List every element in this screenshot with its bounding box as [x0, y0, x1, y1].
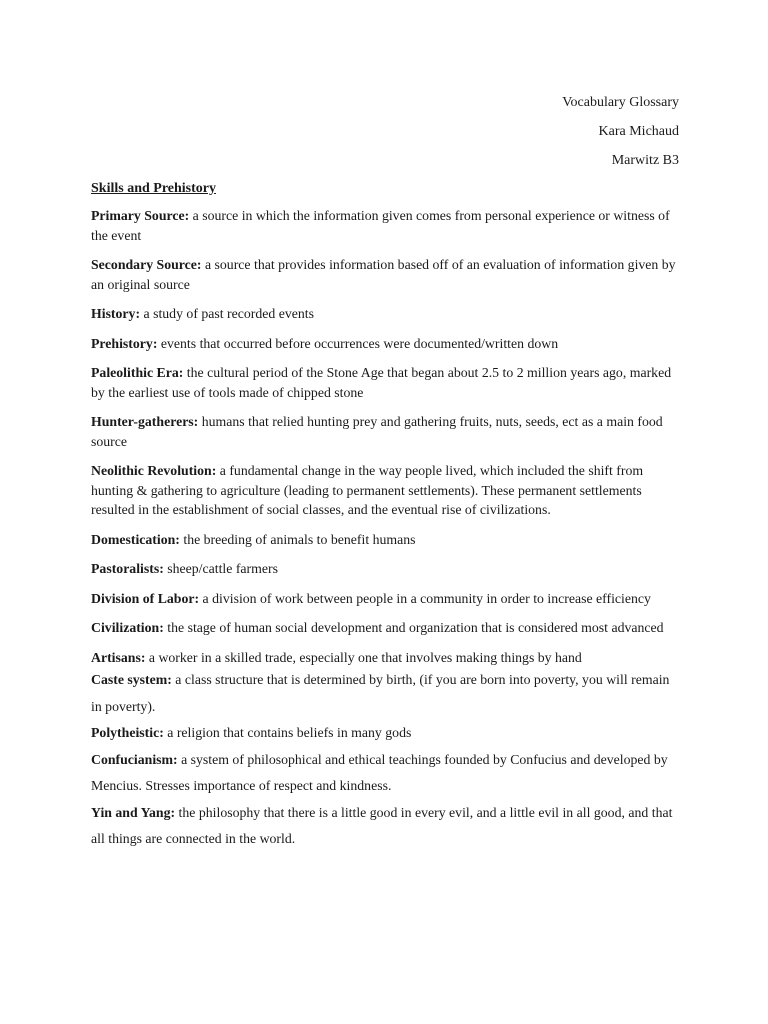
glossary-definition: a class structure that is determined by birth, (if you are born into poverty, you will remain in poverty). — [91, 672, 670, 714]
glossary-term: Paleolithic Era: — [91, 365, 184, 380]
glossary-entry — [91, 648, 679, 668]
glossary-term: Neolithic Revolution: — [91, 463, 217, 478]
glossary-entry — [91, 334, 679, 354]
glossary-term: Primary Source: — [91, 208, 190, 223]
glossary-definition: a division of work between people in a community in order to increase efficiency — [202, 590, 651, 606]
glossary-term: Caste system: — [91, 672, 172, 687]
glossary-entry — [91, 255, 679, 294]
glossary-term: Pastoralists: — [91, 561, 164, 576]
glossary-entry — [91, 461, 679, 520]
glossary-entry — [91, 667, 679, 720]
glossary-definition: the cultural period of the Stone Age that began about 2.5 to 2 million years ago, marked by the earliest use of tools made of chipped stone — [91, 365, 672, 400]
glossary-entry — [91, 363, 679, 402]
glossary-entry — [91, 800, 679, 853]
glossary-term: History: — [91, 306, 141, 321]
document-title: Vocabulary Glossary — [562, 95, 679, 110]
glossary-entry — [91, 559, 679, 579]
glossary-definition: humans that relied hunting prey and gathering fruits, nuts, seeds, ect as a main food source — [91, 414, 663, 449]
glossary-definition: a source in which the information given comes from personal experience or witness of the event — [91, 208, 670, 243]
glossary-definition: a fundamental change in the way people lived, which included the shift from hunting & gathering to agriculture (leading to permanent settlements). These permanent settlements resulted in the establishment of social classes, and the eventual rise of civilizations. — [91, 463, 644, 517]
document-header — [91, 0, 679, 175]
glossary-definition: a source that provides information based off of an evaluation of information given by an original source — [91, 257, 676, 292]
glossary-term: Yin and Yang: — [91, 804, 176, 820]
glossary-term: Prehistory: — [91, 335, 158, 351]
glossary-definition: a worker in a skilled trade, especially one that involves making things by hand — [148, 649, 582, 665]
glossary-definition: the philosophy that there is a little good in every evil, and a little evil in all good, and that all things are connected in the world. — [91, 804, 673, 846]
glossary-definition: sheep/cattle farmers — [167, 561, 278, 576]
document-page — [91, 0, 679, 853]
glossary-definition: the breeding of animals to benefit humans — [183, 531, 416, 547]
glossary-term: Artisans: — [91, 649, 146, 665]
glossary-definition: events that occurred before occurrences were documented/written down — [160, 335, 559, 351]
glossary-entry — [91, 747, 679, 800]
glossary-definition: a religion that contains beliefs in many gods — [167, 725, 412, 740]
glossary-term: Hunter-gatherers: — [91, 414, 199, 429]
glossary-entry — [91, 618, 679, 638]
glossary-entry — [91, 206, 679, 245]
glossary-entry — [91, 304, 679, 324]
glossary-entry — [91, 589, 679, 609]
glossary-definition: a system of philosophical and ethical teachings founded by Confucius and developed by Mencius. Stresses importance of respect and kindness. — [91, 751, 668, 793]
glossary-term: Civilization: — [91, 620, 164, 635]
author-name: Kara Michaud — [598, 124, 679, 139]
glossary-term: Confucianism: — [91, 751, 178, 767]
glossary-term: Division of Labor: — [91, 590, 200, 606]
glossary-entry — [91, 530, 679, 550]
glossary-entry — [91, 720, 679, 747]
section-heading: Skills and Prehistory — [91, 181, 216, 196]
glossary-term: Domestication: — [91, 531, 180, 547]
glossary-term: Secondary Source: — [91, 257, 202, 272]
glossary-term: Polytheistic: — [91, 725, 164, 740]
class-name: Marwitz B3 — [611, 153, 679, 168]
glossary-definition: the stage of human social development and organization that is considered most advanced — [167, 620, 664, 635]
glossary-entry — [91, 412, 679, 451]
glossary-list — [91, 206, 679, 853]
glossary-definition: a study of past recorded events — [143, 306, 314, 321]
